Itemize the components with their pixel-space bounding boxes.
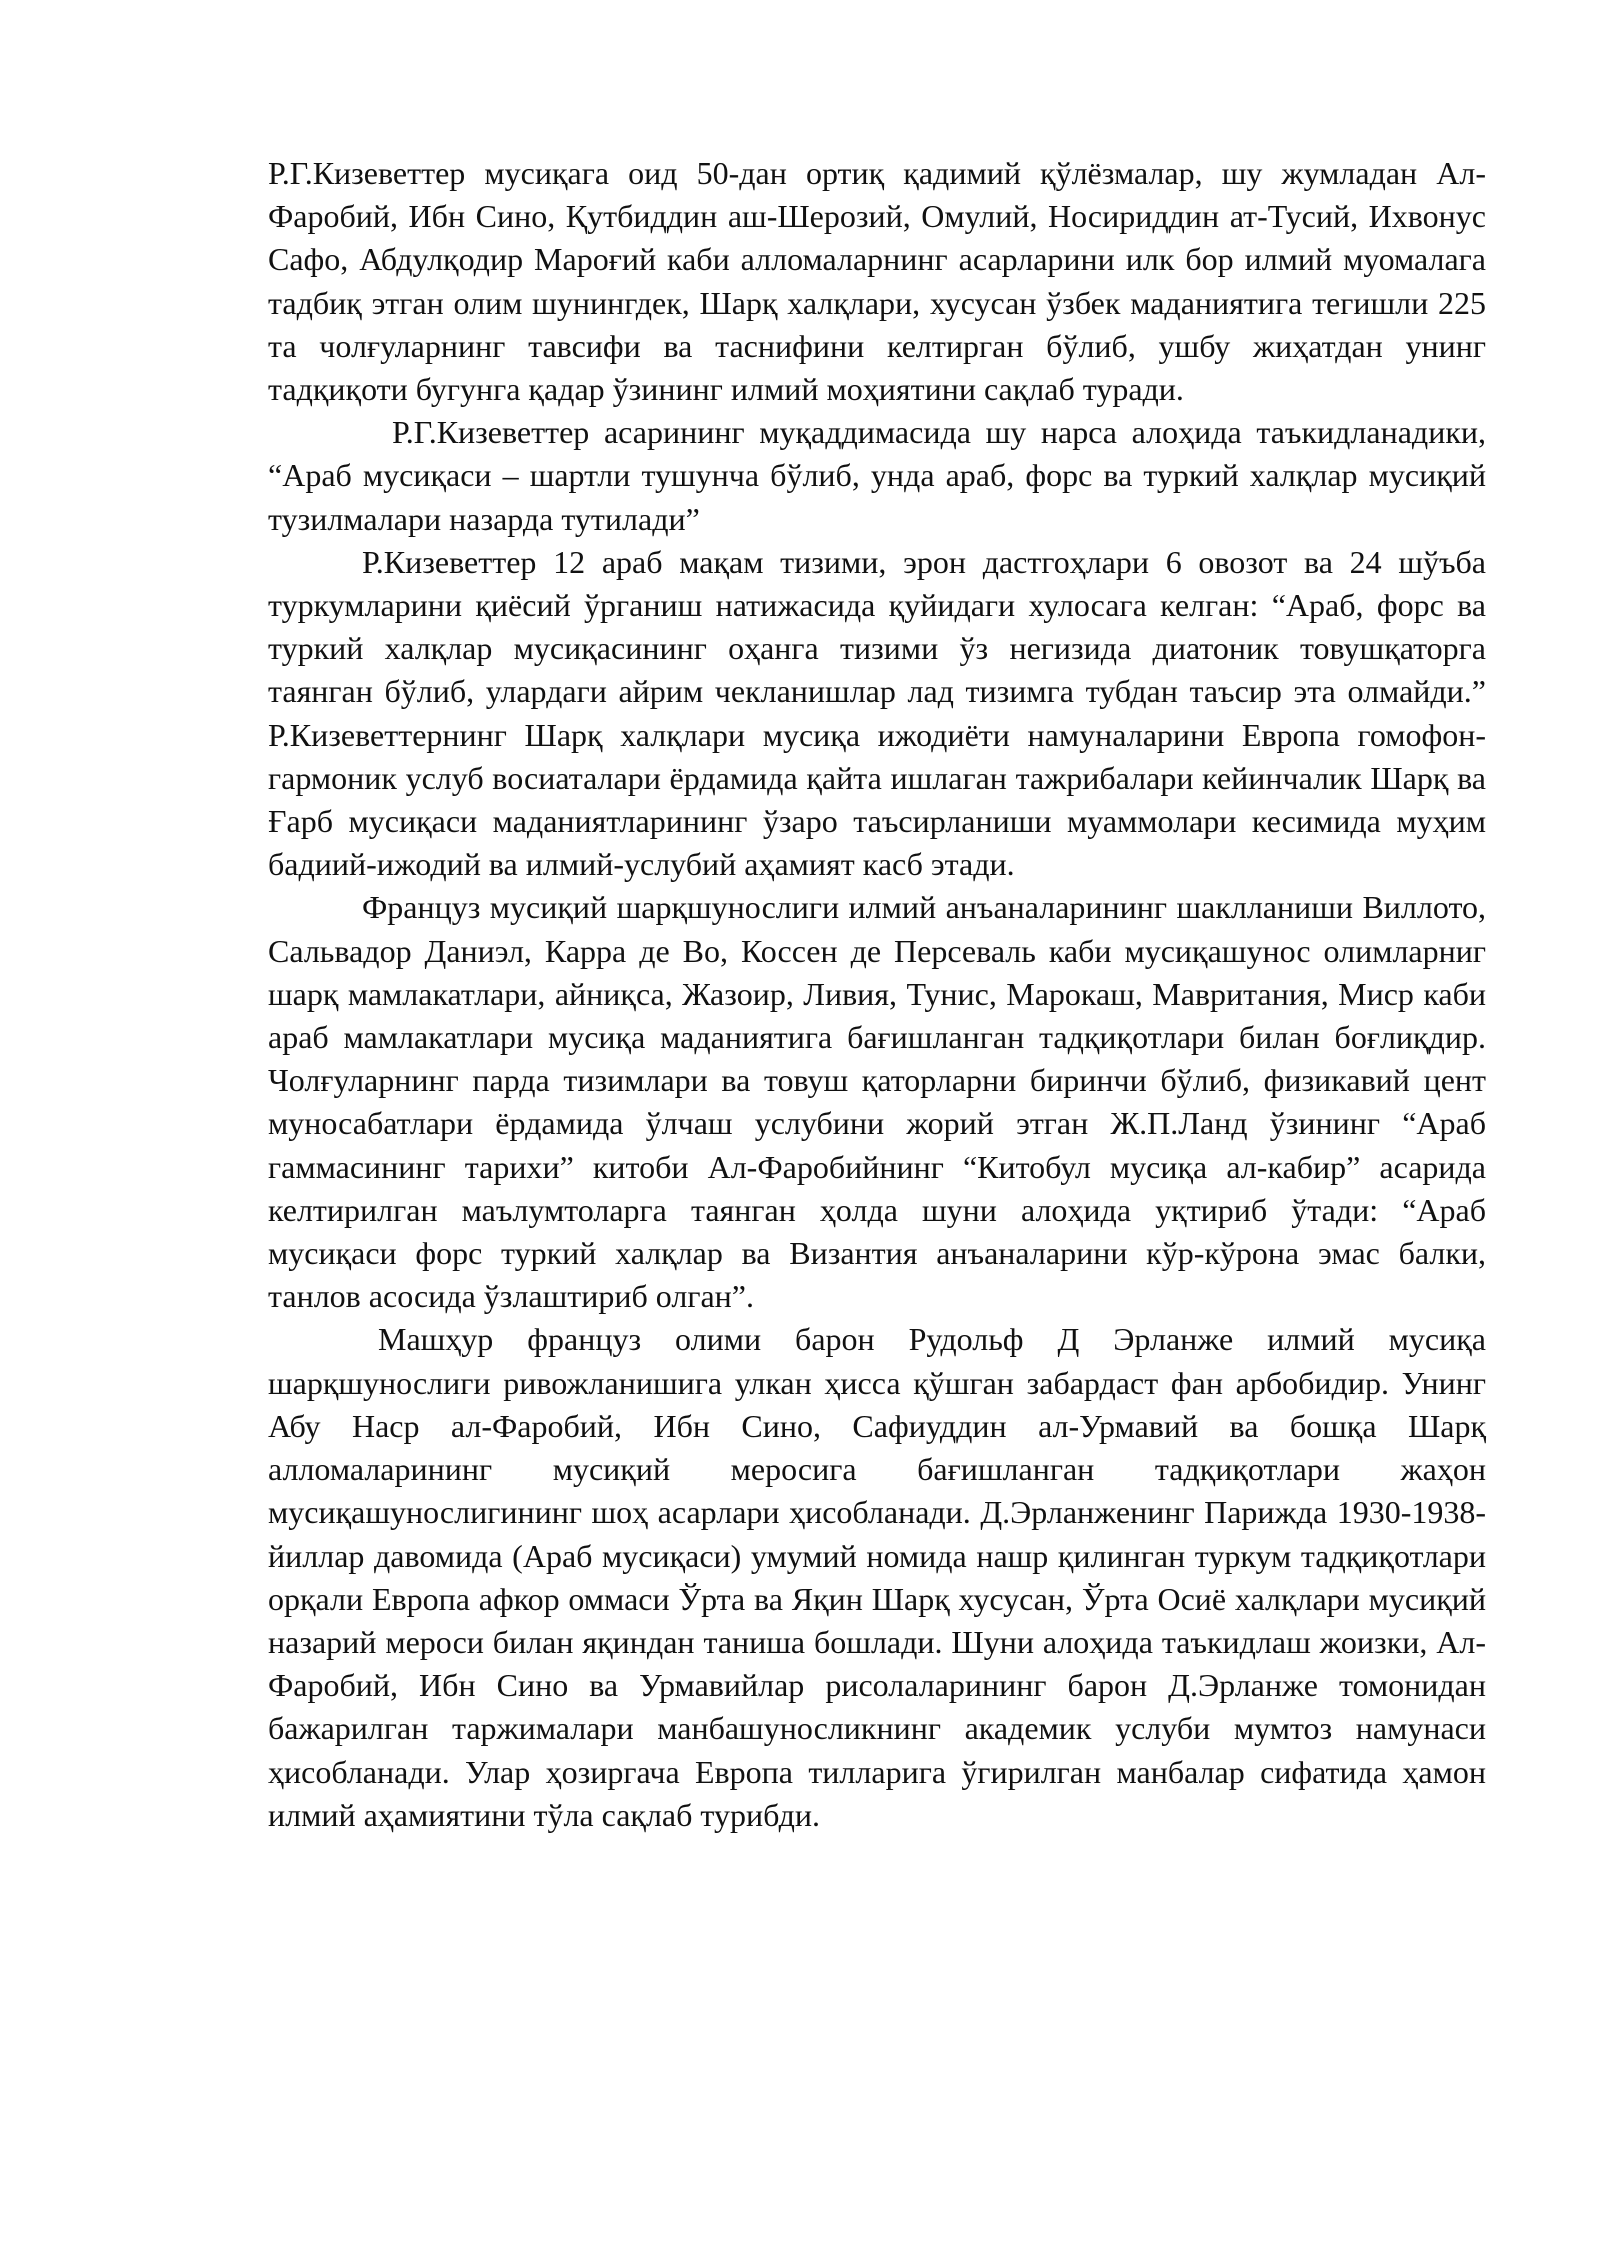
paragraph-kizevetter-manuscripts: Р.Г.Кизеветтер мусиқага оид 50-дан ортиқ қадимий қўлёзмалар, шу жумладан Ал-Фаробий, Ибн Сино, Қутбиддин аш-Шерозий, Омулий, Носириддин ат-Тусий, Ихвонус Сафо, Абдулқодир Мароғий каби алломаларнинг асарларини илк бор илмий муомалага тадбиқ этган олим шунингдек, Шарқ халқлари, хусусан ўзбек маданиятига тегишли 225 та чолғуларнинг тавсифи ва таснифини келтирган бўлиб, ушбу жиҳатдан унинг тадқиқоти бугунга қадар ўзининг илмий моҳиятини сақлаб туради. (268, 155, 1486, 408)
paragraph-french-orientalism: Француз мусиқий шарқшунослиги илмий анъаналарининг шаклланиши Виллото, Сальвадор Даниэл, Карра де Во, Коссен де Персеваль каби мусиқашунос олимларниг шарқ мамлакатлари, айниқса, Жазоир, Ливия, Тунис, Марокаш, Мавритания, Миср каби араб мамлакатлари мусиқа маданиятига бағишланган тадқиқотлари билан боғлиқдир. Чолғуларнинг парда тизимлари ва товуш қаторларни биринчи бўлиб, физикавий цент муносабатлари ёрдамида ўлчаш услубини жорий этган Ж.П.Ланд ўзининг “Араб гаммасининг тарихи” китоби Ал-Фаробийнинг “Китобул мусиқа ал-кабир” асарида келтирилган маълумтоларга таянган ҳолда шуни алоҳида уқтириб ўтади: “Араб мусиқаси форс туркий халқлар ва Византия анъаналарини кўр-кўрона эмас балки, танлов асосида ўзлаштириб олган”. (268, 889, 1486, 1315)
paragraph-maqam-system: Р.Кизеветтер 12 араб мақам тизими, эрон дастгоҳлари 6 овозот ва 24 шўъба туркумларини қиёсий ўрганиш натижасида қуйидаги хулосага келган: “Араб, форс ва туркий халқлар мусиқасининг оҳанга тизими ўз негизида диатоник товушқаторга таянган бўлиб, улардаги айрим чекланишлар лад тизимга тубдан таъсир эта олмайди.” Р.Кизеветтернинг Шарқ халқлари мусиқа ижодиёти намуналарини Европа гомофон-гармоник услуб восиаталари ёрдамида қайта ишлаган тажрибалари кейинчалик Шарқ ва Ғарб мусиқаси маданиятларининг ўзаро таъсирланиши муаммолари кесимида муҳим бадиий-ижодий ва илмий-услубий аҳамият касб этади. (268, 543, 1486, 883)
document-body (268, 152, 1486, 1837)
paragraph-arab-music-concept: Р.Г.Кизеветтер асарининг муқаддимасида шу нарса алоҳида таъкидланадики, “Араб мусиқаси – шартли тушунча бўлиб, унда араб, форс ва туркий халқлар мусиқий тузилмалари назарда тутилади” (268, 414, 1486, 537)
paragraph-erlanger: Машҳур француз олими барон Рудольф Д Эрланже илмий мусиқа шарқшунослиги ривожланишига улкан ҳисса қўшган забардаст фан арбобидир. Унинг Абу Наср ал-Фаробий, Ибн Сино, Сафиуддин ал-Урмавий ва бошқа Шарқ алломаларининг мусиқий меросига бағишланган тадқиқотлари жаҳон мусиқашунослигининг шоҳ асарлари ҳисобланади. Д.Эрланженинг Парижда 1930-1938-йиллар давомида (Араб мусиқаси) умумий номида нашр қилинган туркум тадқиқотлари орқали Европа афкор оммаси Ўрта ва Яқин Шарқ хусусан, Ўрта Осиё халқлари мусиқий назарий мероси билан яқиндан таниша бошлади. Шуни алоҳида таъкидлаш жоизки, Ал-Фаробий, Ибн Сино ва Урмавийлар рисолаларининг барон Д.Эрланже томонидан бажарилган таржималари манбашуносликнинг академик услуби мумтоз намунаси ҳисобланади. Улар ҳозиргача Европа тилларига ўгирилган манбалар сифатида ҳамон илмий аҳамиятини тўла сақлаб турибди. (268, 1321, 1486, 1833)
